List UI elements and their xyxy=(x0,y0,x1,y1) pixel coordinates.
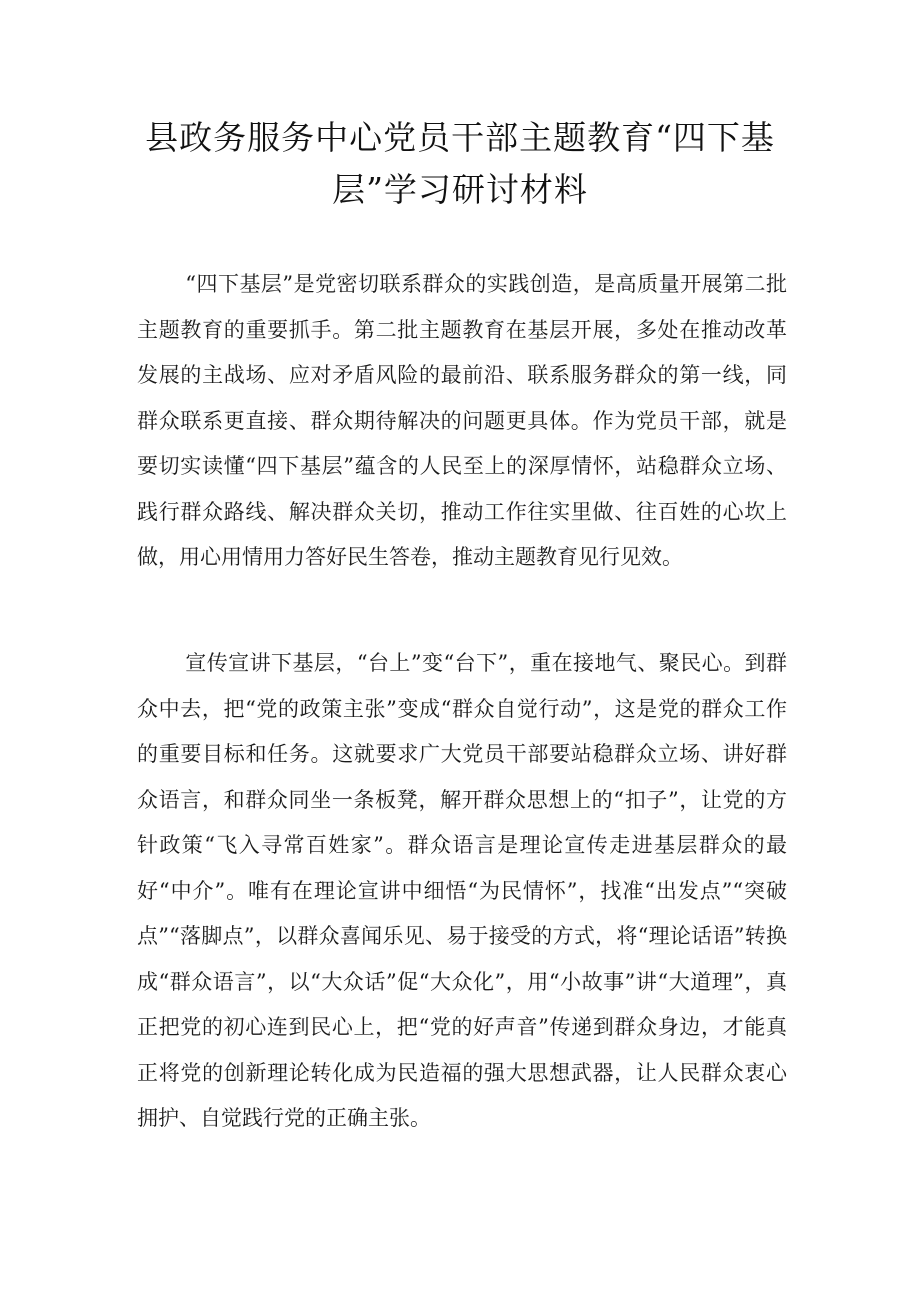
document-title: 县政务服务中心党员干部主题教育“四下基层”学习研讨材料 xyxy=(145,118,775,209)
body-paragraph-1: “四下基层”是党密切联系群众的实践创造，是高质量开展第二批主题教育的重要抓手。第二批主题教育在基层开展，多处在推动改革发展的主战场、应对矛盾风险的最前沿、联系服务群众的第一线，同群众联系更直接、群众期待解决的问题更具体。作为党员干部，就是要切实读懂“四下基层”蕴含的人民至上的深厚情怀，站稳群众立场、践行群众路线、解决群众关切，推动工作往实里做、往百姓的心坎上做，用心用情用力答好民生答卷，推动主题教育见行见效。 xyxy=(137,272,787,569)
body-paragraph-2: 宣传宣讲下基层，“台上”变“台下”，重在接地气、聚民心。到群众中去，把“党的政策主张”变成“群众自觉行动”，这是党的群众工作的重要目标和任务。这就要求广大党员干部要站稳群众立场、讲好群众语言，和群众同坐一条板凳，解开群众思想上的“扣子”，让党的方针政策“飞入寻常百姓家”。群众语言是理论宣传走进基层群众的最好“中介”。唯有在理论宣讲中细悟“为民情怀”，找准“出发点”“突破点”“落脚点”，以群众喜闻乐见、易于接受的方式，将“理论话语”转换成“群众语言”，以“大众话”促“大众化”，用“小故事”讲“大道理”，真正把党的初心连到民心上，把“党的好声音”传递到群众身边，才能真正将党的创新理论转化成为民造福的强大思想武器，让人民群众衷心拥护、自觉践行党的正确主张。 xyxy=(137,651,787,1130)
